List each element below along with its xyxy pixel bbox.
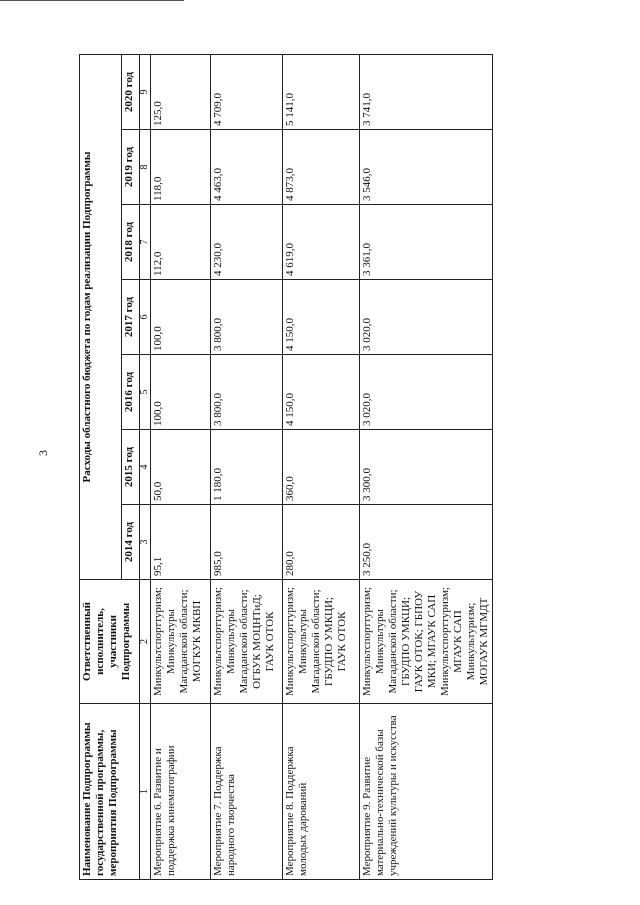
budget-value: 3 800,0 (211, 280, 283, 355)
budget-value: 100,0 (151, 355, 211, 430)
budget-value: 4 709,0 (211, 54, 283, 129)
budget-value: 1 180,0 (211, 430, 283, 505)
column-number: 1 (140, 704, 151, 880)
table-row (151, 54, 211, 879)
budget-value: 3 020,0 (360, 280, 493, 355)
budget-value: 118,0 (151, 130, 211, 205)
header-year: 2018 год (122, 205, 140, 280)
measure-executor: Минкультспорттуризм; Минкультуры Магаданской области; МОГКУК МКВП (151, 580, 211, 704)
header-year: 2019 год (122, 130, 140, 205)
rotated-table-sheet (79, 55, 559, 880)
budget-value: 360,0 (283, 430, 360, 505)
budget-value: 100,0 (151, 280, 211, 355)
column-number: 4 (140, 430, 151, 505)
budget-value: 4 150,0 (283, 355, 360, 430)
header-name: Наименование Подпрограммы государственной программы, мероприятия Подпрограммы (80, 704, 140, 880)
page-number: 3 (36, 450, 50, 456)
measure-name: Мероприятие 8. Поддержка молодых дарований (283, 704, 360, 880)
budget-value: 3 800,0 (211, 355, 283, 430)
measure-name: Мероприятие 7. Поддержка народного творчества (211, 704, 283, 880)
table-body (151, 54, 493, 879)
column-number: 5 (140, 355, 151, 430)
budget-value: 3 546,0 (360, 130, 493, 205)
column-numbers-row (140, 54, 151, 879)
column-number: 7 (140, 205, 151, 280)
header-executor: Ответственный исполнитель, участники Подпрограммы (80, 580, 140, 704)
budget-value: 5 141,0 (283, 54, 360, 129)
budget-value: 4 463,0 (211, 130, 283, 205)
budget-value: 280,0 (283, 505, 360, 580)
column-number: 2 (140, 580, 151, 704)
measure-executor: Минкультспорттуризм; Минкультуры Магаданской области; ОГБУК МОЦНТиД; ГАУК ОТОК (211, 580, 283, 704)
column-number: 6 (140, 280, 151, 355)
header-year: 2015 год (122, 430, 140, 505)
measure-executor: Минкультспорттуризм; Минкультуры Магаданской области; ГБУДПО УМКЦИ; ГАУК ОТОК; ГБПОУ МКИ; МГАУК САП Минкультспорттуризм; МГАУК САП Минкультуризм; МОГАУК МГМДТ (360, 580, 493, 704)
header-year: 2014 год (122, 505, 140, 580)
header-year: 2017 год (122, 280, 140, 355)
budget-value: 4 619,0 (283, 205, 360, 280)
budget-table (79, 54, 493, 880)
budget-value: 50,0 (151, 430, 211, 505)
table-row (211, 54, 283, 879)
measure-executor: Минкультспорттуризм; Минкультуры Магаданской области; ГБУДПО УМКЦИ; ГАУК ОТОК (283, 580, 360, 704)
budget-value: 95,1 (151, 505, 211, 580)
budget-value: 4 150,0 (283, 280, 360, 355)
top-rule (0, 0, 184, 1)
table-row (360, 54, 493, 879)
table-row (283, 54, 360, 879)
measure-name: Мероприятие 9. Развитие материально-технической базы учреждений культуры и искусства (360, 704, 493, 880)
column-number: 9 (140, 54, 151, 129)
budget-value: 125,0 (151, 54, 211, 129)
column-number: 8 (140, 130, 151, 205)
budget-value: 3 020,0 (360, 355, 493, 430)
budget-value: 985,0 (211, 505, 283, 580)
budget-value: 112,0 (151, 205, 211, 280)
budget-value: 3 361,0 (360, 205, 493, 280)
column-number: 3 (140, 505, 151, 580)
budget-value: 4 873,0 (283, 130, 360, 205)
header-year: 2016 год (122, 355, 140, 430)
header-budget: Расходы областного бюджета по годам реализации Подпрограммы (80, 54, 122, 579)
budget-value: 3 741,0 (360, 54, 493, 129)
header-year: 2020 год (122, 54, 140, 129)
measure-name: Мероприятие 6. Развитие и поддержка кинематографии (151, 704, 211, 880)
budget-value: 3 300,0 (360, 430, 493, 505)
budget-value: 4 230,0 (211, 205, 283, 280)
budget-value: 3 250,0 (360, 505, 493, 580)
